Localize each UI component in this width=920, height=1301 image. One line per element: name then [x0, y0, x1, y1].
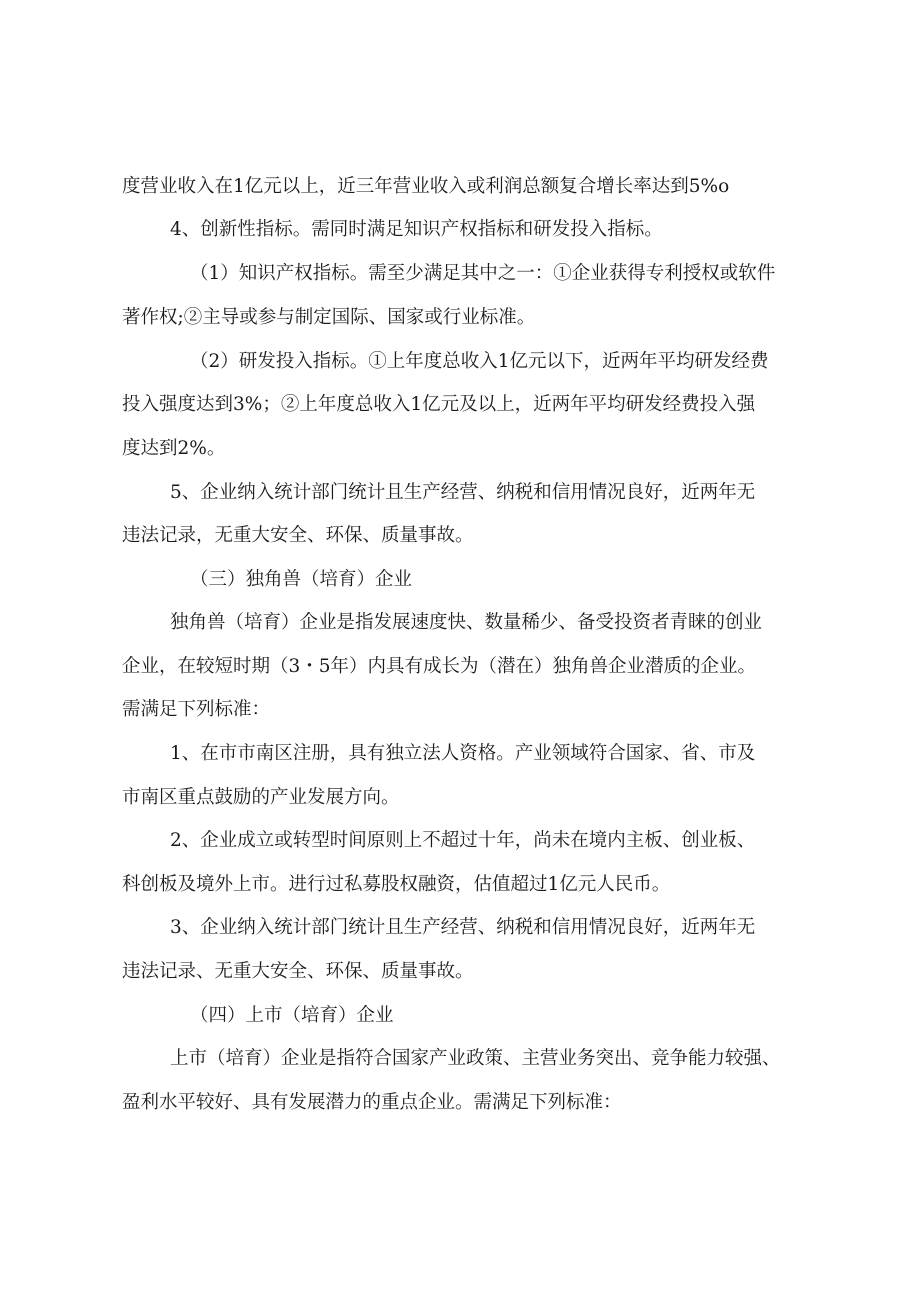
paragraph-line: 企业，在较短时期（3・5年）内具有成长为（潜在）独角兽企业潜质的企业。: [122, 656, 757, 677]
paragraph-line: 违法记录，无重大安全、环保、质量事故。: [122, 525, 474, 546]
paragraph-line: 需满足下列标准：: [122, 699, 271, 720]
paragraph-line: 市南区重点鼓励的产业发展方向。: [122, 787, 400, 808]
paragraph-line: 科创板及境外上市。进行过私募股权融资，估值超过1亿元人民币。: [122, 874, 671, 895]
paragraph-line: 投入强度达到3%；②上年度总收入1亿元及以上，近两年平均研发经费投入强: [122, 394, 756, 415]
paragraph-line: （2）研发投入指标。①上年度总收入1亿元以下，近两年平均研发经费: [190, 351, 769, 372]
section-heading: （三）独角兽（培育）企业: [190, 569, 413, 590]
paragraph-line: 独角兽（培育）企业是指发展速度快、数量稀少、备受投资者青睐的创业: [170, 612, 763, 633]
paragraph-line: 4、创新性指标。需同时满足知识产权指标和研发投入指标。: [170, 219, 663, 240]
paragraph-line: 著作权;②主导或参与制定国际、国家或行业标准。: [122, 307, 536, 328]
paragraph-line: 度营业收入在1亿元以上，近三年营业收入或利润总额复合增长率达到5%o: [122, 176, 730, 197]
paragraph-line: 5、企业纳入统计部门统计且生产经营、纳税和信用情况良好，近两年无: [170, 482, 756, 503]
paragraph-line: （1）知识产权指标。需至少满足其中之一：①企业获得专利授权或软件: [190, 263, 776, 284]
section-heading: （四）上市（培育）企业: [190, 1005, 394, 1026]
paragraph-line: 2、企业成立或转型时间原则上不超过十年，尚未在境内主板、创业板、: [170, 830, 756, 851]
paragraph-line: 违法记录、无重大安全、环保、质量事故。: [122, 961, 474, 982]
paragraph-line: 3、企业纳入统计部门统计且生产经营、纳税和信用情况良好，近两年无: [170, 917, 756, 938]
paragraph-line: 上市（培育）企业是指符合国家产业政策、主营业务突出、竞争能力较强、: [170, 1048, 781, 1069]
paragraph-line: 盈利水平较好、具有发展潜力的重点企业。需满足下列标准：: [122, 1092, 622, 1113]
paragraph-line: 1、在市市南区注册，具有独立法人资格。产业领域符合国家、省、市及: [170, 743, 756, 764]
paragraph-line: 度达到2%。: [122, 438, 226, 459]
